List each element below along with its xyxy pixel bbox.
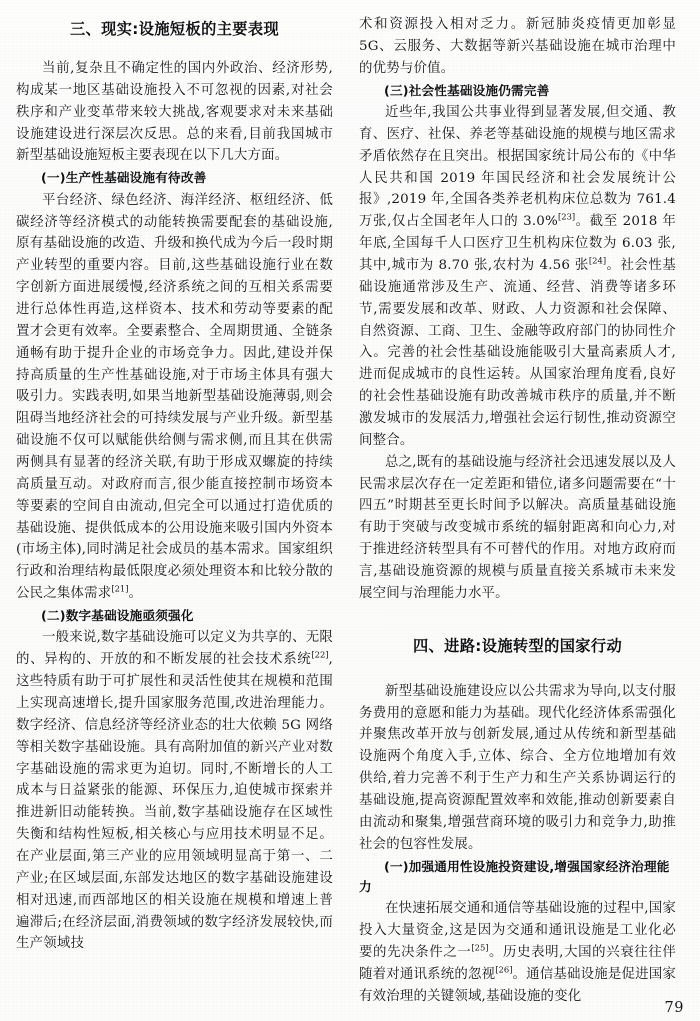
paragraph-text: 平台经济、绿色经济、海洋经济、枢纽经济、低碳经济等经济模式的动能转换需要配套的基础设施,原有基础设施的改造、升级和换代成为今后一段时期产业转型的重要内容。目前,这些基础设施行业在数字创新方面进展缓慢,经济系统之间的互相关系需要进行总体性再造,这样资本、技术和劳动等要素的配置才会更有效率。全要素整合、全周期贯通、全链条通畅有助于提升企业的市场竞争力。因此,建设并保持高质量的生产性基础设施,对于市场主体具有强大吸引力。实践表明,如果当地新型基础设施薄弱,则会阻碍当地经济社会的可持续发展与产业升级。新型基础设施不仅可以赋能供给侧与需求侧,而且其在供需两侧具有显著的经济关联,有助于形成双螺旋的持续高质量互动。对政府而言,很少能直接控制市场资本等要素的空间自由流动,但完全可以通过打造优质的基础设施、提供低成本的公用设施来吸引国内外资本(市场主体),同时满足社会成员的基本需求。国家组织行政和治理结构最低限度必须处理资本和比较分散的公民之集体需求 [16, 192, 333, 602]
paragraph-productive-infrastructure [16, 190, 333, 605]
citation-marker-25: [25] [471, 942, 489, 953]
subheading-two: (二)数字基础设施亟须强化 [41, 608, 194, 624]
subheading-three: (三)社会性基础设施仍需完善 [384, 82, 550, 98]
paragraph-text-part-two: 。历史表明,大国的兴衰往往伴随着对通讯系统的忽视 [359, 945, 676, 982]
citation-marker-22: [22] [311, 649, 329, 660]
paragraph-national-action: 新型基础设施建设应以公共需求为导向,以支付服务费用的意愿和能力为基础。现代化经济体系需强化并聚焦改革开放与创新发展,通过从传统和新型基础设施两个角度入手,立体、综合、全方位地增加有效供给,着力完善不利于生产力和生产关系协调运行的基础设施,提高资源配置效率和效能,推动创新要素自由流动和聚集,增强营商环境的吸引力和竞争力,助推社会的包容性发展。 [359, 683, 676, 852]
citation-marker-26: [26] [495, 964, 513, 975]
paragraph-digital-infrastructure [16, 627, 333, 955]
left-column [16, 14, 333, 1005]
paragraph-intro: 当前,复杂且不确定性的国内外政治、经济形势,构成某一地区基础设施投入不可忽视的因素,对社会秩序和产业变革带来较大挑战,客观要求对未来基础设施建设进行深层次反思。总的来看,目前我国城市新型基础设施短板主要表现在以下几大方面。 [16, 61, 333, 164]
paragraph-text-part-one: 一般来说,数字基础设施可以定义为共享的、无限的、异构的、开放的和不断发展的社会技术系统 [16, 630, 333, 668]
citation-marker-23: [23] [558, 211, 576, 222]
paragraph-text-tail: 。 [128, 586, 143, 602]
section-heading-three: 三、现实:设施短板的主要表现 [69, 20, 280, 38]
citation-marker-24: [24] [588, 255, 607, 266]
paragraph-text-part-one: 在快速拓展交通和通信等基础设施的过程中,国家投入大量资金,这是因为交通和通讯设施是工业化必要的先决条件之一 [359, 901, 676, 961]
paragraph-text-part-one: 近些年,我国公共事业得到显著发展,但交通、教育、医疗、社保、养老等基础设施的规模与地区需求矛盾依然存在且突出。根据国家统计局公布的《中华人民共和国 2019 年国民经济和社会发展统计公报》,2019 年,全国各类养老机构床位总数为 761.4 万张,仅占全国老年人口的 3.0% [359, 104, 676, 230]
citation-marker-21: [21] [111, 583, 129, 594]
paragraph-social-infrastructure [359, 102, 676, 452]
paragraph-text-part-two: 。截至 2018 年年底,全国每千人口医疗卫生机构床位数为 6.03 张,其中,城市为 8.70 张,农村为 4.56 张 [359, 214, 676, 273]
right-column [359, 14, 676, 1005]
paragraph-text-part-two: ,这些特质有助于可扩展性和灵活性使其在规模和范围上实现高速增长,提升国家服务范围,改进治理能力。数字经济、信息经济等经济业态的壮大依赖 5G 网络等相关数字基础设施。具有高附加值的新兴产业对数字基础设施的需求更为迫切。同时,不断增长的人工成本与日益紧张的能源、环保压力,迫使城市探索并推进新旧动能转换。当前,数字基础设施存在区域性失衡和结构性短板,相关核心与应用技术明显不足。在产业层面,第三产业的应用领域明显高于第一、二产业;在区域层面,东部发达地区的数字基础设施建设相对迅速,而西部地区的相关设施在规模和增速上普遍滞后;在经济层面,消费领域的数字经济发展较快,而生产领域技 [16, 652, 333, 952]
paragraph-text-part-three: 。社会性基础设施通常涉及生产、流通、经营、消费等诸多环节,需要发展和改革、财政、人力资源和社会保障、自然资源、工商、卫生、金融等政府部门的协同性介入。完善的社会性基础设施能吸引大量高素质人才,进而促成城市的良性运转。从国家治理角度看,良好的社会性基础设施有助改善城市秩序的质量,并不断激发城市的发展活力,增强社会运行韧性,推动资源空间整合。 [359, 257, 676, 448]
subheading-four: (一)加强通用性设施投资建设,增强国家经济治理能力 [359, 858, 670, 894]
paragraph-digital-infrastructure-continued: 术和资源投入相对乏力。新冠肺炎疫情更加彰显 5G、云服务、大数据等新兴基础设施在城市治理中的优势与价值。 [359, 17, 676, 76]
paragraph-summary: 总之,既有的基础设施与经济社会迅速发展以及人民需求层次存在一定差距和错位,诸多问题需要在“十四五”时期甚至更长时间予以解决。高质量基础设施有助于突破与改变城市系统的辐射距离和向心力,对于推进经济转型具有不可替代的作用。对地方政府而言,基础设施资源的规模与质量直接关系城市未来发展空间与治理能力水平。 [359, 454, 676, 601]
page-number: 79 [664, 1000, 684, 1016]
subheading-one: (一)生产性基础设施有待改善 [41, 170, 207, 186]
paragraph-general-infrastructure-investment [359, 898, 676, 1007]
two-column-layout [16, 14, 684, 1005]
section-heading-four: 四、进路:设施转型的国家行动 [412, 636, 623, 655]
paragraph-text-part-three: 。通信基础设施是促进国家有效治理的关键领域,基础设施的变化 [359, 966, 676, 1004]
